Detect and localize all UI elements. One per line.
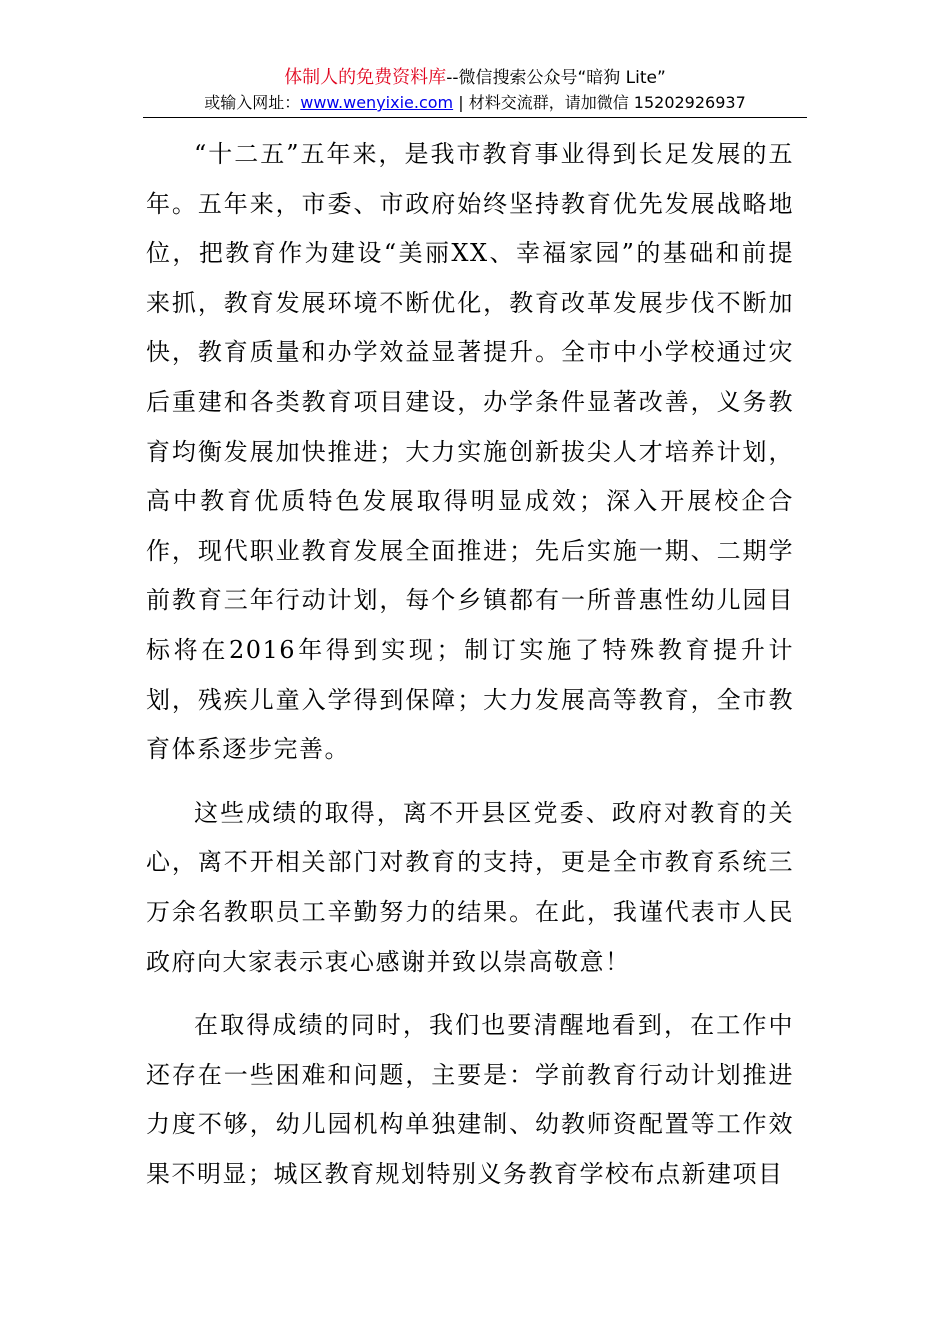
paragraph: 这些成绩的取得，离不开县区党委、政府对教育的关心，离不开相关部门对教育的支持，更是全市教育系统三万余名教职员工辛勤努力的结果。在此，我谨代表市人民政府向大家表示衷心感谢并致以崇高敬意！ — [146, 798, 794, 976]
header-contact-line — [0, 92, 950, 114]
document-body — [146, 130, 794, 1199]
brand-title: 体制人的免费资料库 — [284, 67, 447, 88]
website-link[interactable]: www.wenyixie.com — [300, 93, 454, 112]
url-prefix: 或输入网址： — [204, 93, 301, 112]
paragraph: 在取得成绩的同时，我们也要清醒地看到，在工作中还存在一些困难和问题，主要是：学前教育行动计划推进力度不够，幼儿园机构单独建制、幼教师资配置等工作效果不明显；城区教育规划特别义务教育学校布点新建项目 — [146, 1011, 794, 1188]
header-subtitle: --微信搜索公众号“暗狗 Lite” — [446, 68, 666, 88]
paragraph: “十二五”五年来，是我市教育事业得到长足发展的五年。五年来，市委、市政府始终坚持教育优先发展战略地位，把教育作为建设“美丽XX、幸福家园”的基础和前提来抓，教育发展环境不断优化，教育改革发展步伐不断加快，教育质量和办学效益显著提升。全市中小学校通过灾后重建和各类教育项目建设，办学条件显著改善，义务教育均衡发展加快推进；大力实施创新拔尖人才培养计划，高中教育优质特色发展取得明显成效；深入开展校企合作，现代职业教育发展全面推进；先后实施一期、二期学前教育三年行动计划，每个乡镇都有一所普惠性幼儿园目标将在2016年得到实现；制订实施了特殊教育提升计划，残疾儿童入学得到保障；大力发展高等教育，全市教育体系逐步完善。 — [146, 140, 794, 764]
header-separator: | — [453, 93, 469, 112]
contact-info: 材料交流群，请加微信 15202926937 — [468, 93, 746, 112]
page-header — [0, 66, 950, 114]
header-divider — [143, 117, 807, 118]
header-title-line — [0, 66, 950, 90]
